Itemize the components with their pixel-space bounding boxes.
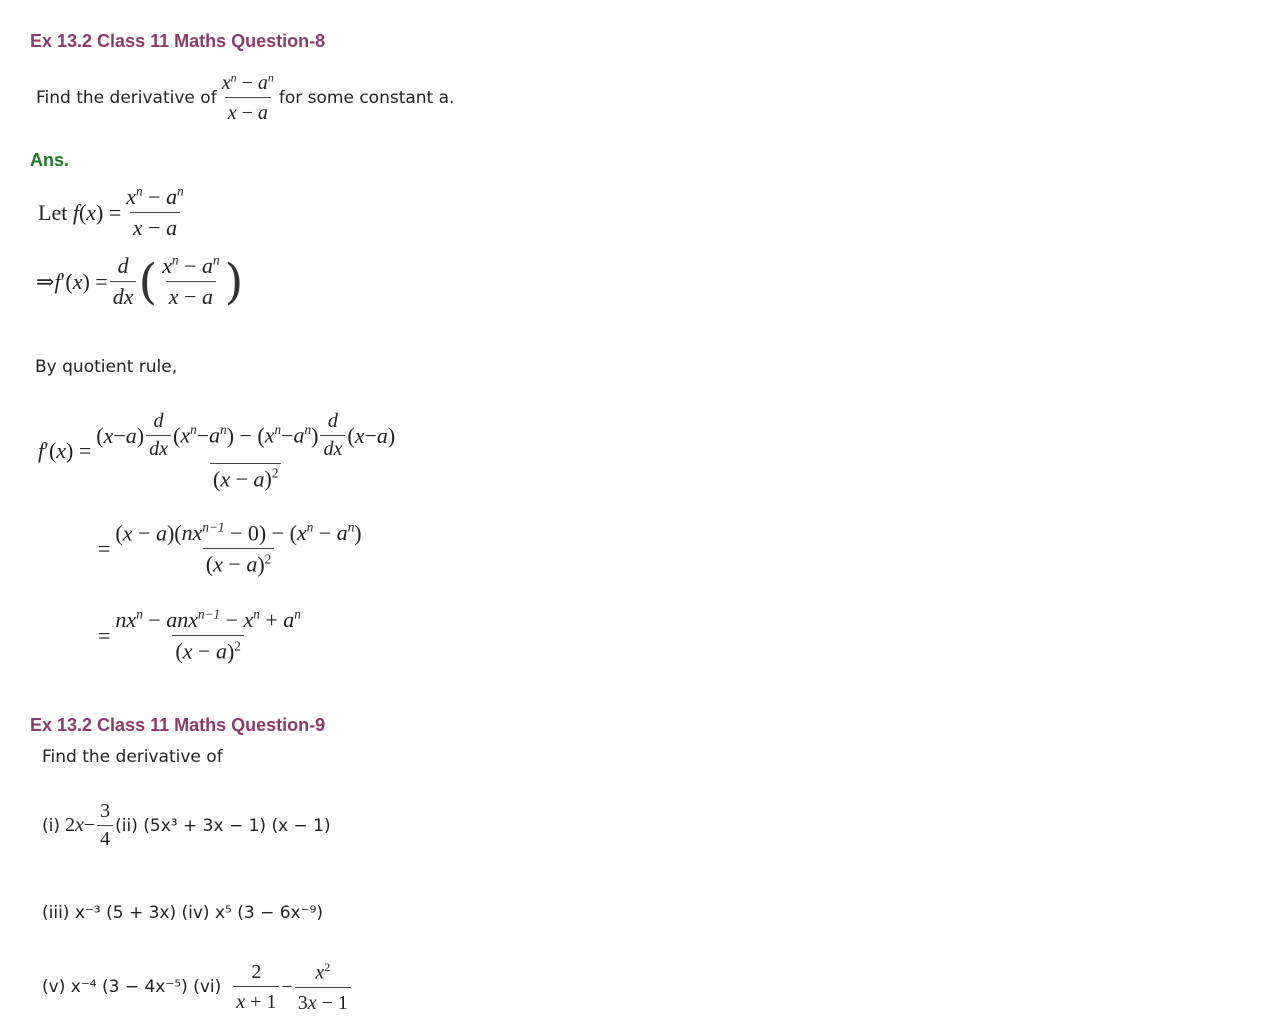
prompt-fraction: $\frac{x^n - a^n}{x - a}$ bbox=[221, 70, 274, 124]
answer-label: Ans. bbox=[30, 150, 70, 170]
q9-parts-v-vi: (v) x⁻⁴ (3 − 4x⁻⁵) (vi) $\frac{2}{x + 1}$ − $\frac{x^2}{3x - 1}$ bbox=[42, 960, 353, 1015]
question-8-prompt bbox=[36, 70, 454, 125]
question-9-heading: Ex 13.2 Class 11 Maths Question-9 bbox=[30, 715, 326, 735]
let-fraction: $\frac{x^n - a^n}{x - a}$ bbox=[126, 184, 184, 241]
derivative-setup: ⇒ f ′( x ) = $\frac{d}{dx}$ ( $\frac{x^n - a^n}{x - a}$ ) bbox=[36, 253, 244, 310]
quotient-step-3: = $\frac{nx^n - anx^{n-1} - x^n + a^n}{(x - a)^2}$ bbox=[98, 607, 301, 664]
quotient-step-1: f ′( x ) = ( x − a ) $\frac{d}{dx}$ ( $x^n$ − $a^n$ ) − ( $x^n$ − $a^n$ ) $\frac{d}{dx}$ ( x − a ) $(x - a)^2$ bbox=[38, 410, 396, 492]
quotient-step-2: = $\frac{(x - a)(nx^{n-1} - 0) - (x^n - a^n)}{(x - a)^2}$ bbox=[98, 520, 362, 577]
question-8-heading: Ex 13.2 Class 11 Maths Question-8 bbox=[30, 31, 326, 51]
quotient-rule-text: By quotient rule, bbox=[35, 357, 178, 377]
let-word: Let bbox=[38, 199, 68, 225]
question-9-prompt: Find the derivative of bbox=[42, 747, 223, 767]
part-v-vi: (v) x⁻⁴ (3 − 4x⁻⁵) (vi) bbox=[42, 977, 222, 998]
prompt-prefix: Find the derivative of bbox=[36, 87, 217, 108]
part-i-label: (i) bbox=[42, 815, 60, 836]
let-definition: Let f ( x ) = $\frac{x^n - a^n}{x - a}$ bbox=[38, 184, 189, 241]
part-ii: (ii) (5x³ + 3x − 1) (x − 1) bbox=[115, 815, 331, 836]
q9-parts-iii-iv: (iii) x⁻³ (5 + 3x) (iv) x⁵ (3 − 6x⁻⁹) bbox=[42, 903, 324, 923]
prompt-suffix: for some constant a. bbox=[278, 87, 455, 108]
q9-parts-i-ii: (i) 2 x − $\frac{3}{4}$ (ii) (5x³ + 3x − 1) (x − 1) bbox=[42, 800, 331, 850]
